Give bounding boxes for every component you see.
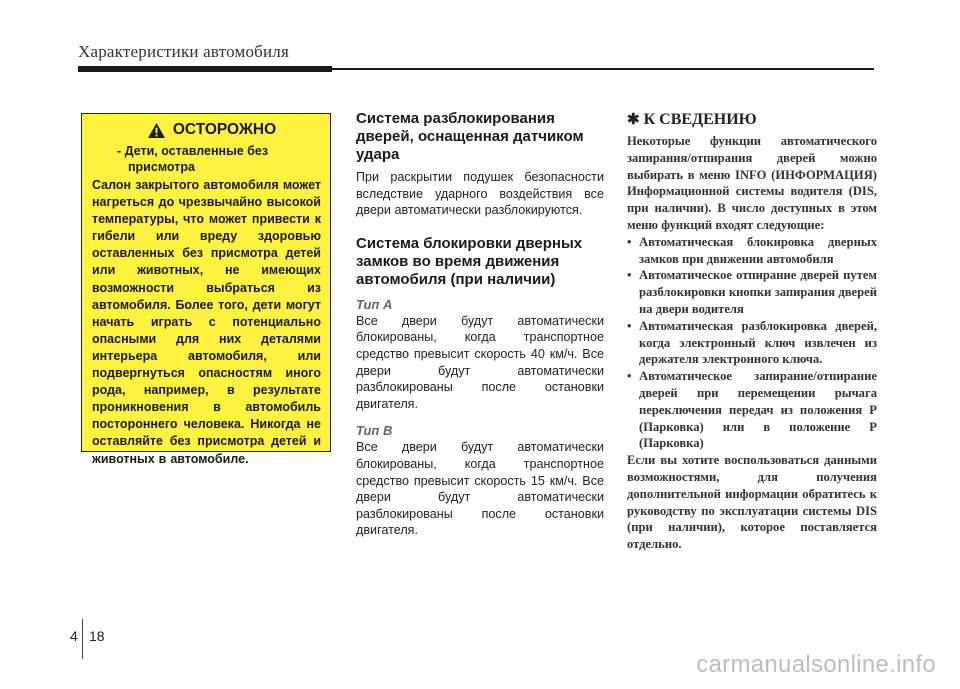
- info-title: К СВЕДЕНИЮ: [643, 110, 757, 128]
- warning-box: [81, 113, 331, 466]
- warning-triangle-icon: [147, 122, 166, 139]
- page-number: 18: [89, 628, 105, 644]
- type-a-text: Все двери будут автоматически блокированы, когда транспортное средство превысит скорость 40 км/ч. Все двери будут автоматически разблокированы после остановки двигателя.: [356, 313, 604, 411]
- warning-title: ОСТОРОЖНО: [172, 121, 277, 138]
- section-heading-impact-unlock: Система разблокирования дверей, оснащенная датчиком удара: [356, 110, 584, 163]
- info-title-row: [627, 110, 877, 129]
- middle-column: [356, 110, 604, 539]
- bullet-icon: •: [627, 268, 632, 283]
- watermark: carmanualsonline.info: [696, 651, 936, 678]
- list-item: • Автоматическая блокировка дверных замков при движении автомобиля: [627, 234, 877, 266]
- section-text-impact-unlock: При раскрытии подушек безопасности вследствие ударного воздействия все двери автоматически разблокируются.: [356, 170, 604, 218]
- asterisk-note-icon: ✱: [627, 112, 640, 128]
- bullet-icon: •: [627, 318, 632, 333]
- chapter-number: 4: [70, 628, 78, 644]
- info-column: [627, 110, 877, 553]
- page-header-title: Характеристики автомобиля: [78, 42, 289, 61]
- section-heading-speed-lock: Система блокировки дверных замков во время движения автомобиля (при наличии): [356, 234, 583, 288]
- bullet-icon: •: [627, 369, 632, 384]
- type-b-text: Все двери будут автоматически блокированы, когда транспортное средство превысит скорость 15 км/ч. Все двери будут автоматически разблокированы после остановки двигателя.: [356, 440, 604, 538]
- info-list: [627, 234, 877, 452]
- footer-divider: [82, 619, 83, 659]
- type-b-label: Тип В: [356, 423, 393, 439]
- warning-body: Салон закрытого автомобиля может нагреться до чрезвычайно высокой температуры, что может привести к гибели или вреду здоровью оставленных без присмотра детей или животных, не имеющих возможности выбраться из автомобиля. Более того, дети могут начать играть с потенциально опасными для них деталями интерьера автомобиля, или подвергнуться опасностям иного рода, например, в результате проникновения в автомобиль постороннего человека. Никогда не оставляйте без присмотра детей и животных в автомобиле.: [92, 178, 321, 466]
- list-item: • Автоматическая разблокировка дверей, когда электронный ключ извлечен из держателя электронного ключа.: [627, 318, 877, 367]
- info-outro: Если вы хотите воспользоваться данными возможностями, для получения дополнительной информации обратитесь к руководству по эксплуатации системы DIS (при наличии), которое поставляется отдельно.: [627, 453, 877, 552]
- warning-title-row: [102, 121, 321, 139]
- bullet-icon: •: [627, 234, 632, 249]
- warning-subtitle: - Дети, оставленные без присмотра: [117, 144, 269, 174]
- list-item: • Автоматическое отпирание дверей путем разблокировки кнопки запирания дверей на двери водителя: [627, 268, 877, 316]
- type-a-label: Тип А: [356, 296, 393, 312]
- info-intro: Некоторые функции автоматического запирания/отпирания дверей можно выбирать в меню INFO (ИНФОРМАЦИЯ) Информационной системы водителя (DIS, при наличии). В число доступных в этом меню функций входят следующие:: [627, 134, 877, 232]
- list-item: • Автоматическое запирание/отпирание дверей при перемещении рычага переключения передач из положения P (Парковка) или в положение P (Парковка): [627, 369, 877, 451]
- header-rule-accent: [78, 66, 332, 72]
